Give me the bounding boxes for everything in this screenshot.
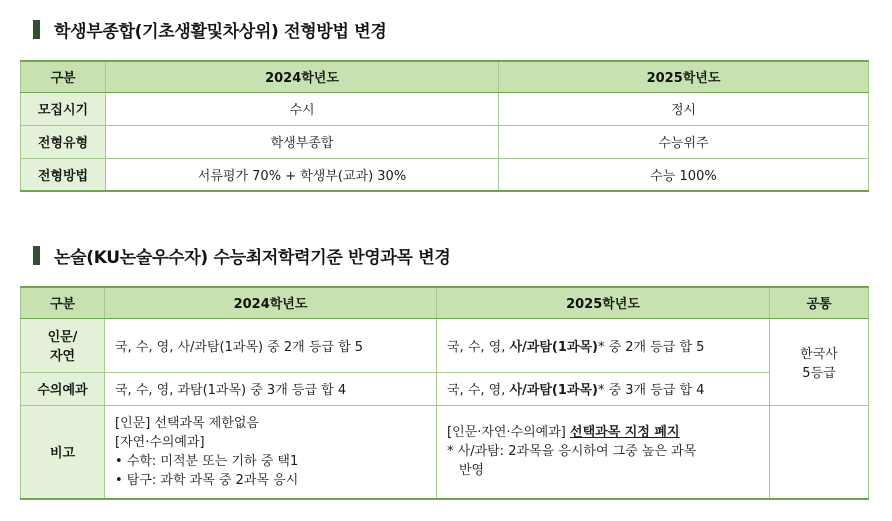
- table-row: [21, 405, 869, 499]
- common-line: 한국사: [800, 346, 838, 362]
- table-row: [21, 92, 869, 125]
- section1-title: 학생부종합(기초생활및차상위) 전형방법 변경: [54, 22, 387, 42]
- table-row: [21, 372, 869, 405]
- essay-minimum-table: [20, 286, 869, 500]
- header-2024: 2024학년도: [106, 61, 499, 92]
- cell-2025: 정시: [499, 92, 869, 125]
- common-line: 5등급: [802, 365, 836, 381]
- header-2025: 2025학년도: [437, 287, 770, 318]
- cell-2025: [437, 318, 770, 372]
- heading-bar-icon: [33, 20, 40, 39]
- heading-bar-icon: [33, 246, 40, 265]
- cell-2024: 학생부종합: [106, 125, 499, 158]
- row-label: 비고: [21, 405, 105, 499]
- section1-heading: [33, 17, 387, 42]
- note-line: • 수학: 미적분 또는 기하 중 택1: [115, 453, 299, 469]
- row-label: [21, 318, 105, 372]
- table-row: [21, 318, 869, 372]
- note-text: [인문·자연·수의예과]: [447, 425, 571, 441]
- note-line: [인문] 선택과목 제한없음: [115, 415, 259, 431]
- header-category: 구분: [21, 287, 105, 318]
- cell-2025-note: [437, 405, 770, 499]
- cell-2024: 국, 수, 영, 과탐(1과목) 중 3개 등급 합 4: [105, 372, 437, 405]
- cell-text: 국, 수, 영,: [447, 339, 510, 355]
- cell-2024: 서류평가 70% + 학생부(교과) 30%: [106, 158, 499, 191]
- table-header-row: [21, 287, 869, 318]
- section2-heading: [33, 243, 450, 268]
- row-label: 수의예과: [21, 372, 105, 405]
- admission-method-table: [20, 60, 869, 192]
- table-row: [21, 158, 869, 191]
- cell-text: * 중 3개 등급 합 4: [597, 383, 705, 398]
- row-label: 모집시기: [21, 92, 106, 125]
- cell-text: 국, 수, 영,: [447, 383, 510, 398]
- header-2024: 2024학년도: [105, 287, 437, 318]
- note-line: • 탐구: 과학 과목 중 2과목 응시: [115, 472, 299, 488]
- cell-common-empty: [770, 405, 869, 499]
- header-2025: 2025학년도: [499, 61, 869, 92]
- header-category: 구분: [21, 61, 106, 92]
- header-common: 공통: [770, 287, 869, 318]
- cell-2025: 수능 100%: [499, 158, 869, 191]
- row-label-line: 자연: [49, 349, 76, 364]
- cell-2025: 수능위주: [499, 125, 869, 158]
- cell-text-bold: 사/과탐(1과목): [509, 339, 598, 355]
- cell-2024: 수시: [106, 92, 499, 125]
- section2-title: 논술(KU논술우수자) 수능최저학력기준 반영과목 변경: [54, 248, 451, 268]
- note-text-emphasis: 선택과목 지정 폐지: [570, 425, 680, 441]
- note-line: * 사/과탐: 2과목을 응시하여 그중 높은 과목: [447, 444, 697, 460]
- row-label: 전형유형: [21, 125, 106, 158]
- table-row: [21, 125, 869, 158]
- note-line: 반영: [459, 463, 485, 479]
- note-line: [자연·수의예과]: [115, 434, 205, 450]
- cell-2025: [437, 372, 770, 405]
- row-label-line: 인문/: [47, 330, 78, 345]
- note-line: [447, 423, 763, 442]
- table-header-row: [21, 61, 869, 92]
- cell-text-bold: 사/과탐(1과목): [509, 383, 598, 398]
- cell-common: [770, 318, 869, 405]
- cell-text: * 중 2개 등급 합 5: [597, 339, 705, 355]
- row-label: 전형방법: [21, 158, 106, 191]
- cell-2024: 국, 수, 영, 사/과탐(1과목) 중 2개 등급 합 5: [105, 318, 437, 372]
- cell-2024-note: [105, 405, 437, 499]
